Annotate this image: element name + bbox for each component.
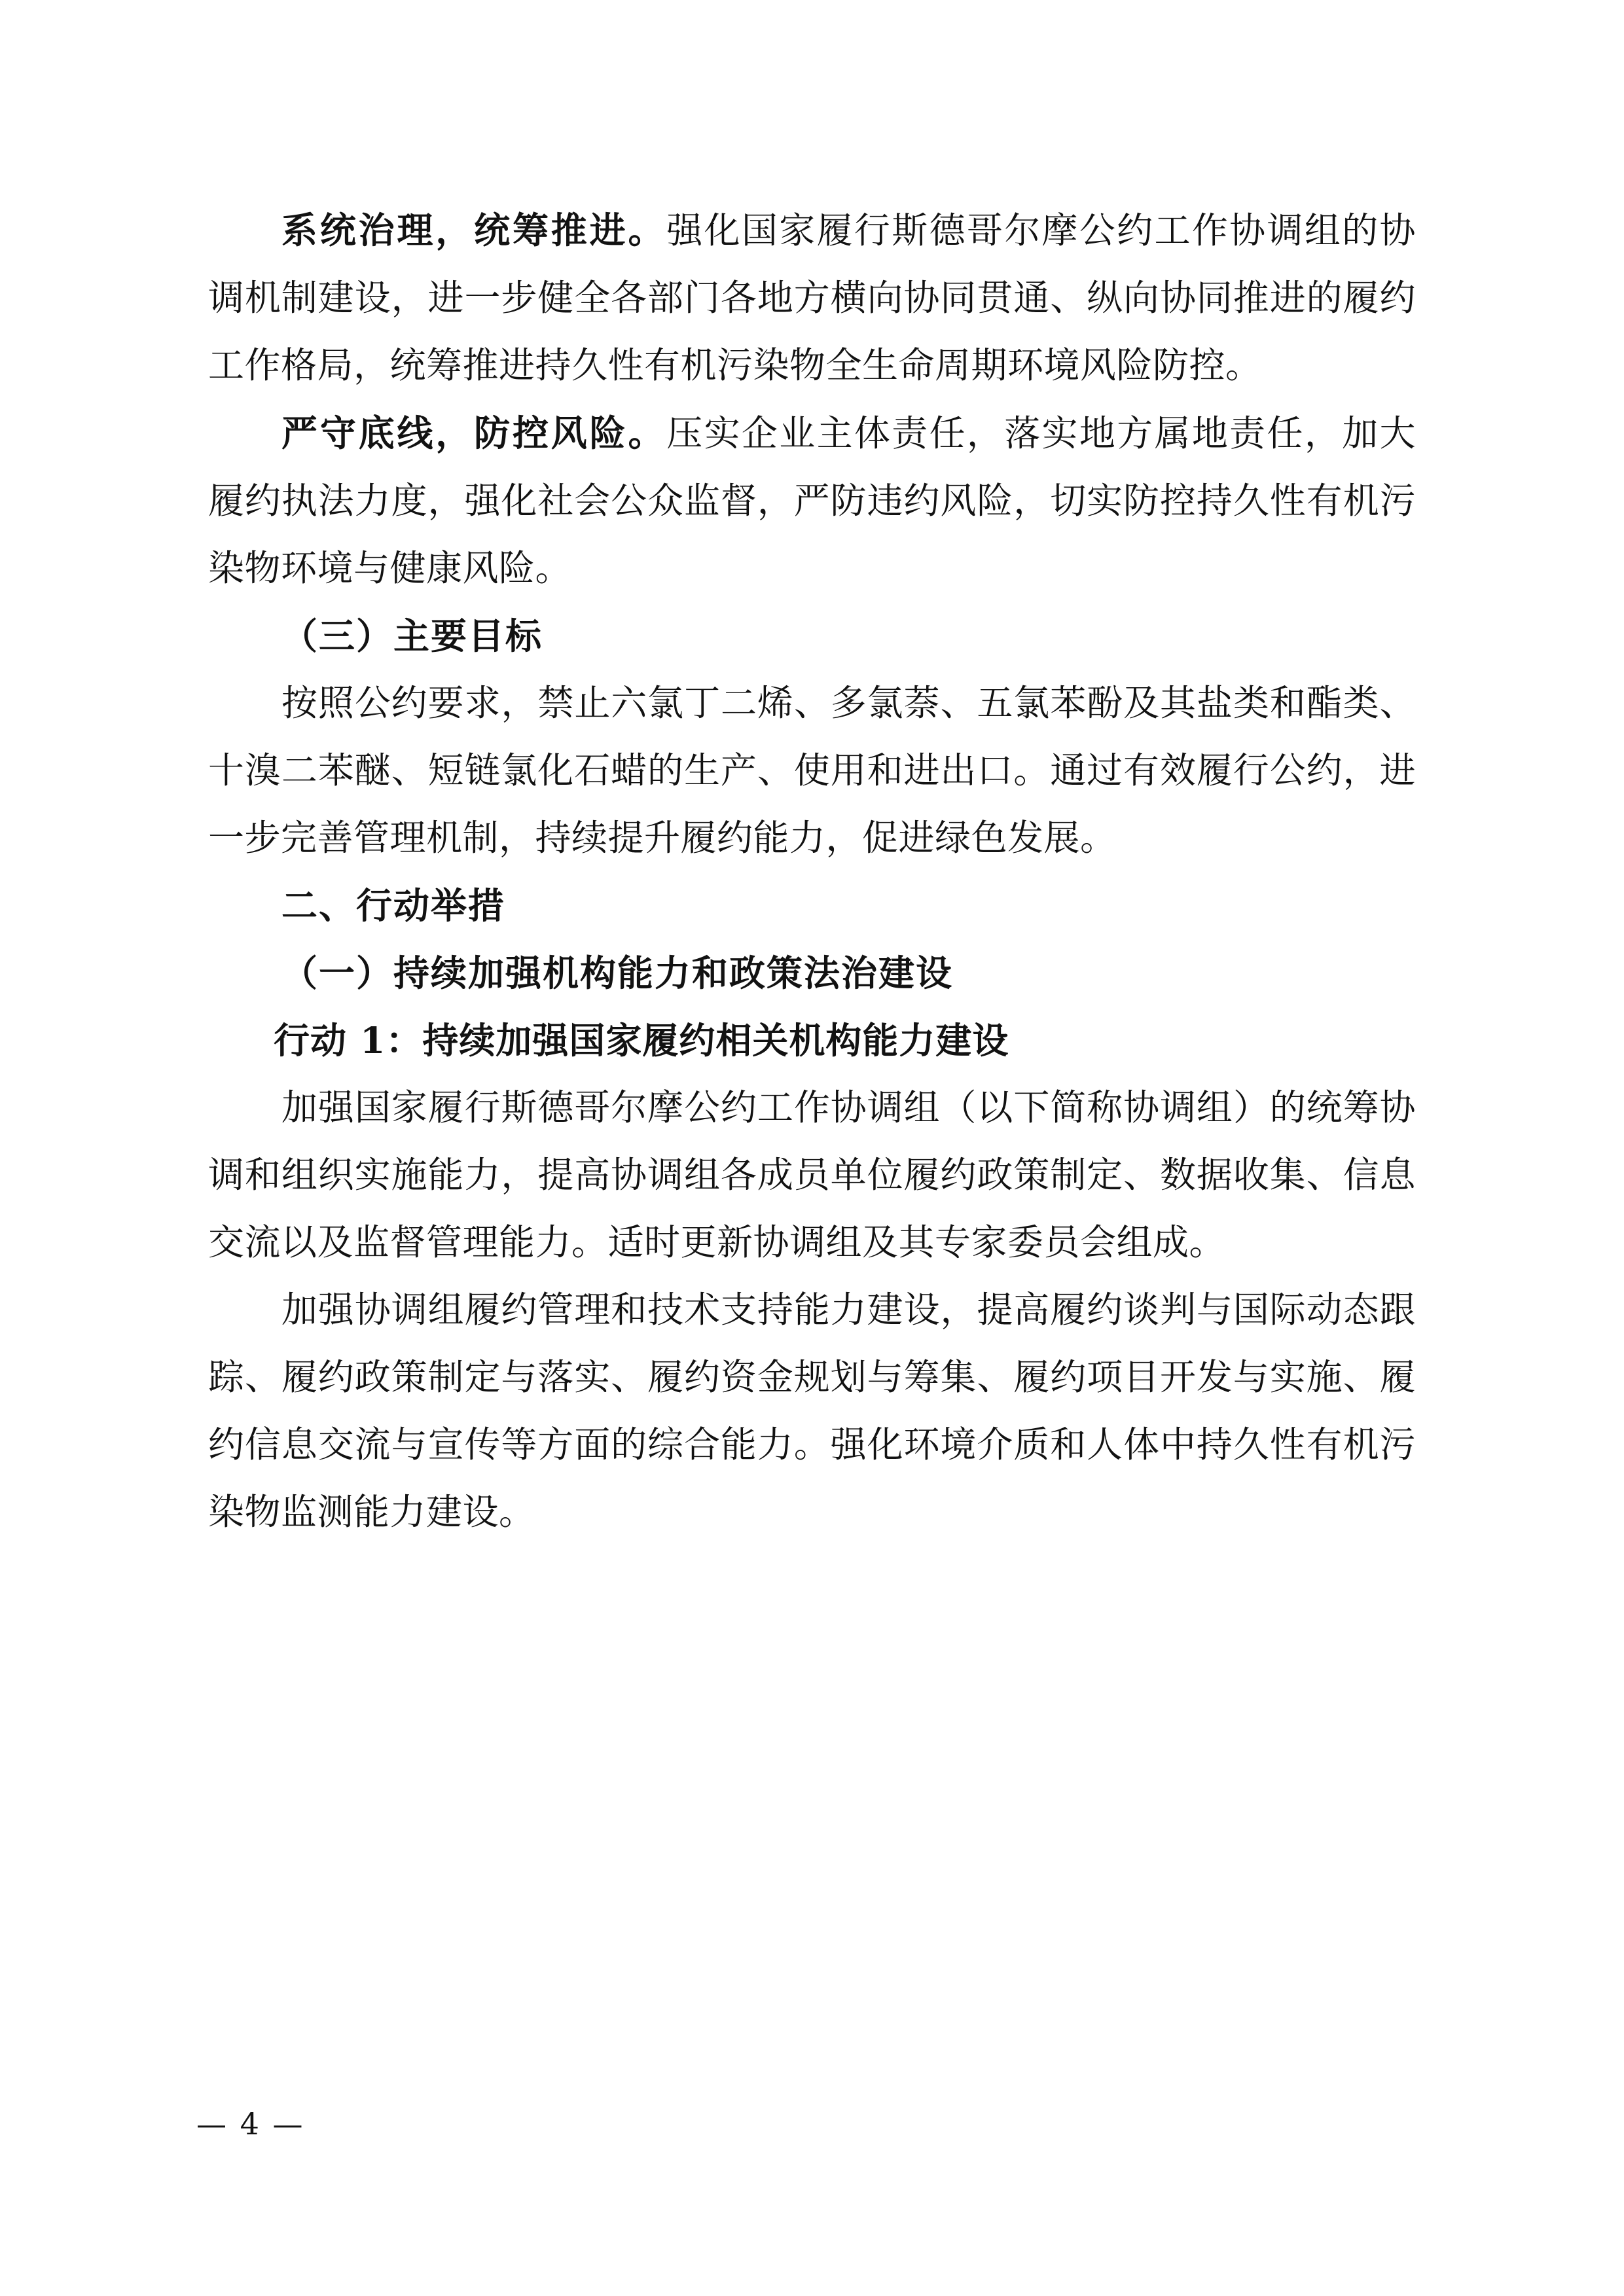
page-number: — 4 — — [196, 2106, 305, 2142]
paragraph-principle-systematic — [208, 196, 1416, 399]
paragraph-action1-body-1: 加强国家履行斯德哥尔摩公约工作协调组（以下简称协调组）的统筹协调和组织实施能力，提高协调组各成员单位履约政策制定、数据收集、信息交流以及监督管理能力。适时更新协调组及其专家委员会组成。 — [208, 1086, 1416, 1263]
paragraph-action1-body-2: 加强协调组履约管理和技术支持能力建设，提高履约谈判与国际动态跟踪、履约政策制定与落实、履约资金规划与筹集、履约项目开发与实施、履约信息交流与宣传等方面的综合能力。强化环境介质和人体中持久性有机污染物监测能力建设。 — [208, 1289, 1416, 1533]
heading-action-1: 行动 1：持续加强国家履约相关机构能力建设 — [274, 1019, 1009, 1062]
paragraph-lead: 严守底线，防控风险。 — [281, 412, 667, 454]
document-body — [208, 196, 1416, 1546]
paragraph-objectives-body: 按照公约要求，禁止六氯丁二烯、多氯萘、五氯苯酚及其盐类和酯类、十溴二苯醚、短链氯化石蜡的生产、使用和进出口。通过有效履行公约，进一步完善管理机制，持续提升履约能力，促进绿色发展。 — [208, 682, 1416, 859]
paragraph-principle-bottomline — [208, 399, 1416, 602]
paragraph-lead: 系统治理，统筹推进。 — [281, 209, 667, 251]
paragraph-text: 强化国家履行斯德哥尔摩公约工作协调组的协调机制建设，进一步健全各部门各地方横向协同贯通、纵向协同推进的履约工作格局，统筹推进持久性有机污染物全生命周期环境风险防控。 — [208, 209, 1416, 386]
heading-main-objectives: （三）主要目标 — [281, 615, 543, 657]
heading-subsection-one-capacity: （一）持续加强机构能力和政策法治建设 — [281, 952, 954, 994]
heading-section-two-actions: 二、行动举措 — [281, 884, 506, 927]
page-footer — [196, 2104, 1440, 2144]
paragraph-text: 压实企业主体责任，落实地方属地责任，加大履约执法力度，强化社会公众监督，严防违约风险，切实防控持久性有机污染物环境与健康风险。 — [208, 412, 1416, 589]
